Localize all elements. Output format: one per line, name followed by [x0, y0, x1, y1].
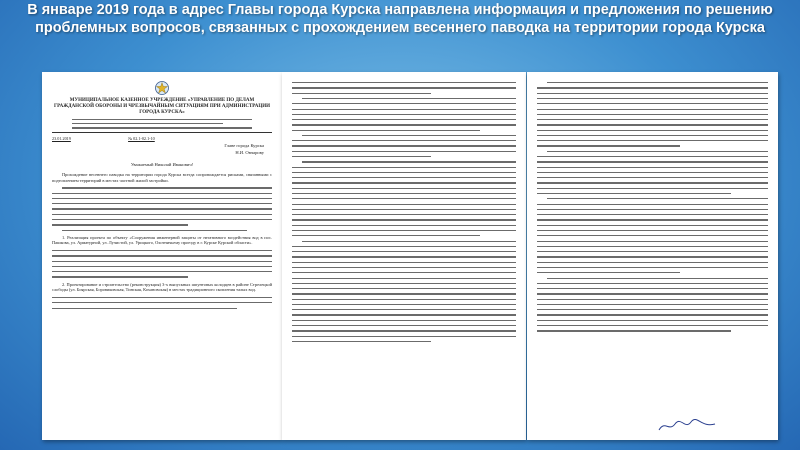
organization-name: МУНИЦИПАЛЬНОЕ КАЗЕННОЕ УЧРЕЖДЕНИЕ «УПРАВЛЕНИЕ ПО ДЕЛАМ ГРАЖДАНСКОЙ ОБОРОНЫ И ЧРЕЗВЫЧАЙНЫМ СИТУАЦИЯМ ПРИ АДМИНИСТРАЦИИ ГОРОДА КУРСКА»: [53, 98, 270, 115]
page3-text-block-3: [537, 198, 768, 273]
letter-page-3: [527, 72, 778, 440]
signature-icon: [657, 418, 717, 434]
letter-greeting: Уважаемый Николай Иванович!: [130, 162, 194, 168]
letter-recipient: Главе города Курска: [224, 143, 264, 149]
page2-text-block-4: [292, 161, 516, 236]
letter-number: № 02.1-02.1-10: [128, 136, 155, 142]
letter-recipient-name: Н.И. Овчарову: [235, 150, 264, 156]
city-emblem-icon: [154, 80, 170, 96]
header-divider: [52, 132, 272, 134]
slide-title: В январе 2019 года в адрес Главы города Курска направлена информация и предложения по решению проблемных вопросов, связанных с прохождением весеннего паводка на территории города Курска: [27, 2, 773, 36]
page2-text-block-1: [292, 82, 516, 94]
letter-page-1: [42, 72, 282, 440]
letter-intro: Прохождение весеннего паводка на территории города Курска всегда сопровождается рисками, связанными с подтоплением территорий в местах частной жилой застройки.: [52, 172, 272, 183]
letter-body-text: [52, 187, 272, 230]
page3-text-block-1: [537, 82, 768, 147]
letter-item-1: 1. Реализация проекта по объекту «Сооружения инженерной защиты от негативного воздействия вод в пос. Пашкова, ул. Арматурной, ул. Лучистой, ул. Урицкого, Охотничьему проезду в г. Курске Курской области».: [52, 234, 272, 246]
letter-date: 23.01.2019: [52, 136, 71, 142]
page2-text-block-5: [292, 241, 516, 343]
letter-page-2: [282, 72, 526, 440]
page3-text-block-2: [537, 151, 768, 194]
page2-text-block-3: [292, 135, 516, 157]
letter-item-2: 2. Проектирование и строительство (реконструкция) 3-х выпускных шпунтовых колодцев в районе Стрелецкой слободы (ул. Боярская, Боровиковская, Тинская, Кохановская) в местах традиционного скопления талых вод.: [52, 281, 272, 293]
page3-text-block-4: [537, 278, 768, 332]
page2-text-block-2: [292, 98, 516, 131]
letter-item-1-text: [52, 250, 272, 278]
organization-address: [52, 119, 272, 129]
letter-item-2-text: [52, 297, 272, 309]
